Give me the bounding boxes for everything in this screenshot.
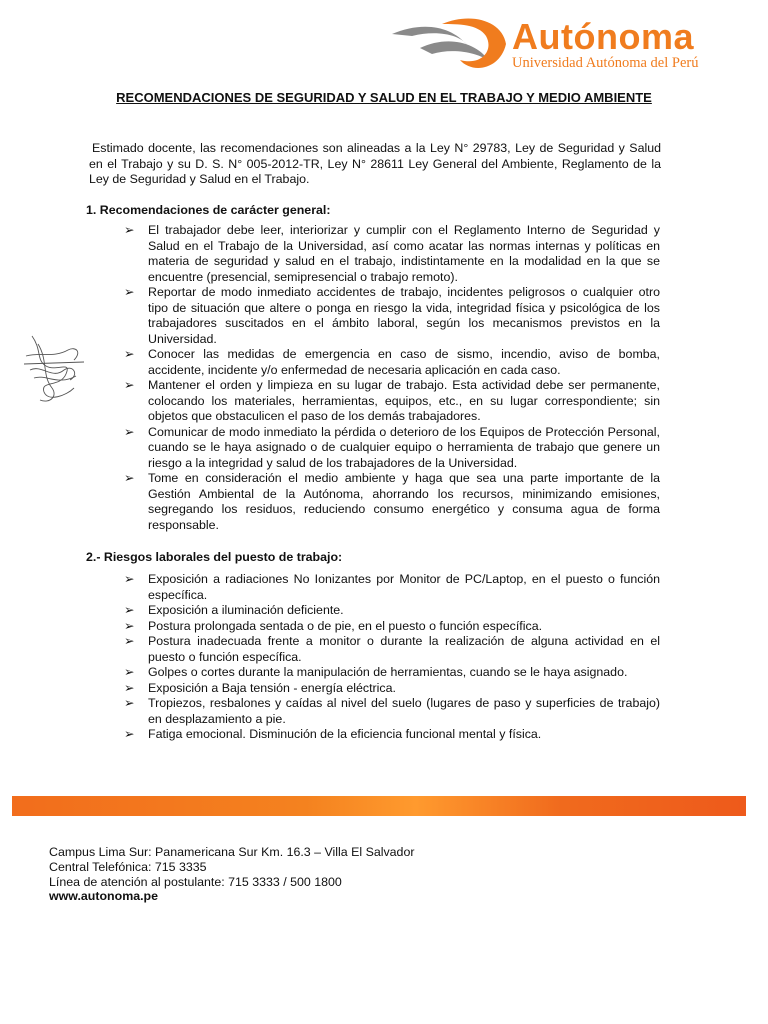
- autonoma-logo: [390, 14, 735, 74]
- arrow-bullet-icon: ➢: [124, 618, 135, 633]
- section-2-list: [124, 572, 660, 743]
- arrow-bullet-icon: ➢: [124, 572, 135, 586]
- list-item: [124, 471, 660, 533]
- list-item: [124, 619, 660, 635]
- signature-icon: [22, 330, 86, 408]
- list-item: [124, 425, 660, 472]
- arrow-bullet-icon: ➢: [124, 347, 135, 361]
- arrow-bullet-icon: ➢: [124, 727, 135, 741]
- list-item-text: Exposición a iluminación deficiente.: [148, 603, 344, 617]
- footer-contact: [49, 845, 414, 904]
- list-item-text: Golpes o cortes durante la manipulación de herramientas, cuando se le haya asignado.: [148, 665, 628, 679]
- list-item: [124, 223, 660, 285]
- section-1-heading: 1. Recomendaciones de carácter general:: [86, 203, 331, 217]
- document-title: RECOMENDACIONES DE SEGURIDAD Y SALUD EN EL TRABAJO Y MEDIO AMBIENTE: [116, 90, 652, 105]
- logo-subtitle: Universidad Autónoma del Perú: [512, 55, 699, 71]
- arrow-bullet-icon: ➢: [124, 471, 135, 485]
- list-item-text: El trabajador debe leer, interiorizar y cumplir con el Reglamento Interno de Seguridad y Salud en el Trabajo de la Universidad, así como acatar las normas internas y políticas en materia de seguridad y salud en el trabajo, indistintamente en la modalidad en la que se encuentre (presencial, semipresencial o trabajo remoto).: [148, 223, 660, 284]
- list-item: [124, 603, 660, 619]
- list-item: [124, 378, 660, 425]
- footer-website-link[interactable]: www.autonoma.pe: [49, 889, 158, 904]
- footer-address: Campus Lima Sur: Panamericana Sur Km. 16.3 – Villa El Salvador: [49, 845, 415, 859]
- footer-hotline: Línea de atención al postulante: 715 3333 / 500 1800: [49, 874, 342, 889]
- list-item-text: Tropiezos, resbalones y caídas al nivel del suelo (lugares de paso y superficies de trabajo) en desplazamiento a pie.: [148, 696, 660, 726]
- list-item-text: Fatiga emocional. Disminución de la eficiencia funcional mental y física.: [148, 727, 542, 741]
- list-item: [124, 285, 660, 347]
- arrow-bullet-icon: ➢: [124, 378, 135, 392]
- list-item-text: Conocer las medidas de emergencia en caso de sismo, incendio, aviso de bomba, accidente, incidente y/o enfermedad de necesaria aplicación en cada caso.: [148, 347, 660, 377]
- footer-decorative-band: [12, 796, 746, 816]
- arrow-bullet-icon: ➢: [124, 424, 135, 439]
- list-item: [124, 665, 660, 681]
- arrow-bullet-icon: ➢: [124, 285, 135, 299]
- list-item: [124, 347, 660, 378]
- arrow-bullet-icon: ➢: [124, 603, 135, 617]
- list-item-text: Exposición a Baja tensión - energía eléctrica.: [148, 680, 396, 695]
- section-2-heading: 2.- Riesgos laborales del puesto de trabajo:: [86, 550, 343, 564]
- arrow-bullet-icon: ➢: [124, 665, 135, 679]
- list-item: [124, 727, 660, 743]
- list-item-text: Postura inadecuada frente a monitor o durante la realización de alguna actividad en el puesto o función específica.: [148, 634, 660, 664]
- list-item: [124, 696, 660, 727]
- list-item-text: Exposición a radiaciones No Ionizantes por Monitor de PC/Laptop, en el puesto o función específica.: [148, 572, 660, 602]
- list-item: [124, 572, 660, 603]
- list-item-text: Postura prolongada sentada o de pie, en el puesto o función específica.: [148, 618, 543, 633]
- list-item: [124, 634, 660, 665]
- arrow-bullet-icon: ➢: [124, 223, 135, 237]
- arrow-bullet-icon: ➢: [124, 696, 135, 710]
- section-1-list: [124, 223, 660, 533]
- list-item-text: Tome en consideración el medio ambiente y haga que sea una parte importante de la Gestión Ambiental de la Autónoma, ahorrando los recursos, minimizando emisiones, segregando los residuos, reduciendo consumo energético y consuma agua de forma responsable.: [148, 471, 660, 532]
- arrow-bullet-icon: ➢: [124, 634, 135, 648]
- list-item-text: Reportar de modo inmediato accidentes de trabajo, incidentes peligrosos o cualquier otro tipo de situación que altere o ponga en riesgo la vida, integridad física y psicológica de los trabajadores suscitados en el ámbito laboral, según los mecanismos previstos en la Universidad.: [148, 285, 660, 346]
- arrow-bullet-icon: ➢: [124, 680, 135, 695]
- list-item-text: Mantener el orden y limpieza en su lugar de trabajo. Esta actividad debe ser permanente, colocando los materiales, herramientas, equipos, etc., en su lugar correspondiente; sin objetos que obstaculicen el paso de los demás trabajadores.: [148, 378, 660, 423]
- intro-paragraph: Estimado docente, las recomendaciones son alineadas a la Ley N° 29783, Ley de Seguridad y Salud en el Trabajo y su D. S. N° 005-2012-TR, Ley N° 28611 Ley General del Ambiente, Reglamento de la Ley de Seguridad y Salud en el Trabajo.: [89, 141, 661, 186]
- list-item: [124, 681, 660, 697]
- logo-name: Autónoma: [512, 16, 694, 57]
- autonoma-logo-mark-icon: [390, 14, 508, 74]
- list-item-text: Comunicar de modo inmediato la pérdida o deterioro de los Equipos de Protección Personal, cuando se le haya asignado o de cualquier equipo o herramienta de trabajo que genere un riesgo a la integridad y salud de los trabajadores de la Universidad.: [148, 424, 660, 470]
- footer-phone: Central Telefónica: 715 3335: [49, 859, 207, 874]
